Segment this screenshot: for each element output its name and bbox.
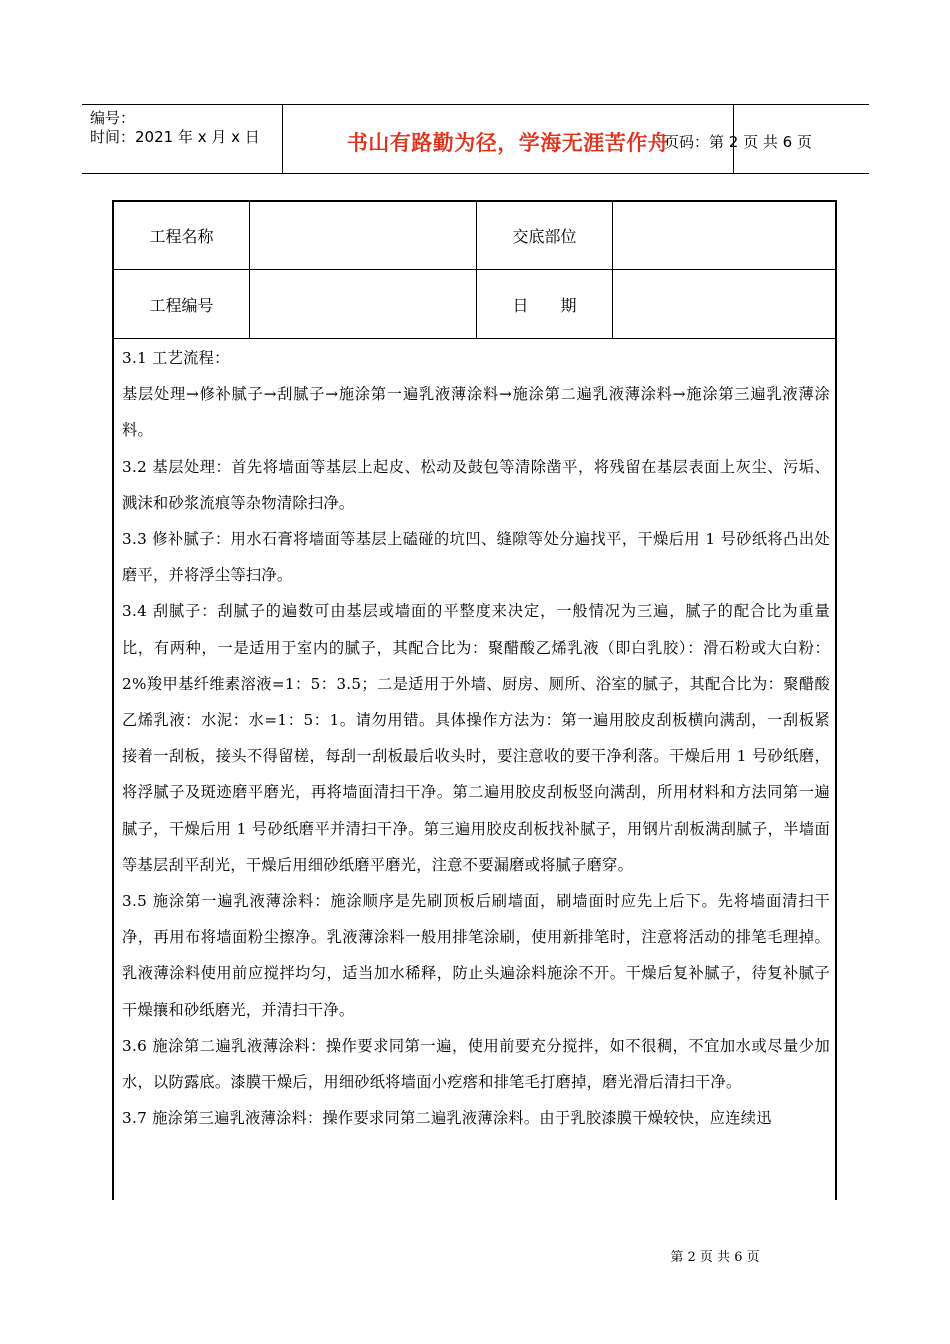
page-header bbox=[82, 104, 869, 174]
paragraph-3-7: 3.7 施涂第三遍乳液薄涂料：操作要求同第二遍乳液薄涂料。由于乳胶漆膜干燥较快，应连续迅 bbox=[122, 1109, 772, 1128]
paragraph-3-5: 3.5 施涂第一遍乳液薄涂料：施涂顺序是先刷顶板后刷墙面，刷墙面时应先上后下。先将墙面清扫干净，再用布将墙面粉尘擦净。乳液薄涂料一般用排笔涂刷，使用新排笔时，注意将活动的排笔毛理掉。乳液薄涂料使用前应搅拌均匀，适当加水稀释，防止头遍涂料施涂不开。干燥后复补腻子，待复补腻子干燥攘和砂纸磨光，并清扫干净。 bbox=[122, 892, 830, 1019]
page-footer: 第 2 页 共 6 页 bbox=[670, 1250, 760, 1265]
disclosure-part-value bbox=[613, 202, 835, 269]
document-number-label: 编号： bbox=[90, 109, 136, 127]
paragraph-process-flow: 基层处理→修补腻子→刮腻子→施涂第一遍乳液薄涂料→施涂第二遍乳液薄涂料→施涂第三遍乳液薄涂料。 bbox=[122, 385, 830, 440]
disclosure-part-label: 交底部位 bbox=[477, 202, 613, 269]
motto-text: 书山有路勤为径，学海无涯苦作舟 bbox=[346, 131, 670, 155]
project-name-value bbox=[250, 202, 477, 269]
document-time-label: 时间：2021 年 x 月 x 日 bbox=[90, 128, 260, 146]
paragraph-3-6: 3.6 施涂第二遍乳液薄涂料：操作要求同第一遍，使用前要充分搅拌，如不很稠，不宜加水或尽量少加水，以防露底。漆膜干燥后，用细砂纸将墙面小疙瘩和排笔毛打磨掉，磨光滑后清扫干净。 bbox=[122, 1036, 830, 1092]
paragraph-3-4: 3.4 刮腻子：刮腻子的遍数可由基层或墙面的平整度来决定，一般情况为三遍，腻子的配合比为重量比，有两种，一是适用于室内的腻子，其配合比为：聚醋酸乙烯乳液（即白乳胶）：滑石粉或大白粉：2%羧甲基纤维素溶液=1：5：3.5；二是适用于外墙、厨房、厕所、浴室的腻子，其配合比为：聚醋酸乙烯乳液：水泥：水=1：5：1。请勿用错。具体操作方法为：第一遍用胶皮刮板横向满刮，一刮板紧接着一刮板，接头不得留槎，每刮一刮板最后收头时，要注意收的要干净利落。干燥后用 1 号砂纸磨，将浮腻子及斑迹磨平磨光，再将墙面清扫干净。第二遍用胶皮刮板竖向满刮，所用材料和方法同第一遍腻子，干燥后用 1 号砂纸磨平并清扫干净。第三遍用胶皮刮板找补腻子，用钢片刮板满刮腻子，半墙面等基层刮平刮光，干燥后用细砂纸磨平磨光，注意不要漏磨或将腻子磨穿。 bbox=[122, 602, 830, 874]
paragraph-3-3: 3.3 修补腻子：用水石膏将墙面等基层上磕碰的坑凹、缝隙等处分遍找平，干燥后用 1 号砂纸将凸出处磨平，并将浮尘等扫净。 bbox=[122, 530, 830, 585]
project-number-label: 工程编号 bbox=[114, 270, 250, 338]
disclosure-document bbox=[112, 200, 837, 1200]
info-row-project-number bbox=[114, 270, 835, 339]
info-row-project-name bbox=[114, 202, 835, 270]
project-number-value bbox=[250, 270, 477, 338]
date-value bbox=[613, 270, 835, 338]
paragraph-3-2: 3.2 基层处理：首先将墙面等基层上起皮、松动及鼓包等清除凿平，将残留在基层表面上灰尘、污垢、溅沫和砂浆流痕等杂物清除扫净。 bbox=[122, 457, 830, 512]
paragraph-3-1-title: 3.1 工艺流程： bbox=[122, 349, 230, 367]
header-meta bbox=[82, 105, 282, 173]
procedure-text bbox=[122, 340, 830, 1136]
header-page-number: 页码：第 2 页 共 6 页 bbox=[664, 133, 812, 151]
date-label: 日 期 bbox=[477, 270, 613, 338]
project-name-label: 工程名称 bbox=[114, 202, 250, 269]
